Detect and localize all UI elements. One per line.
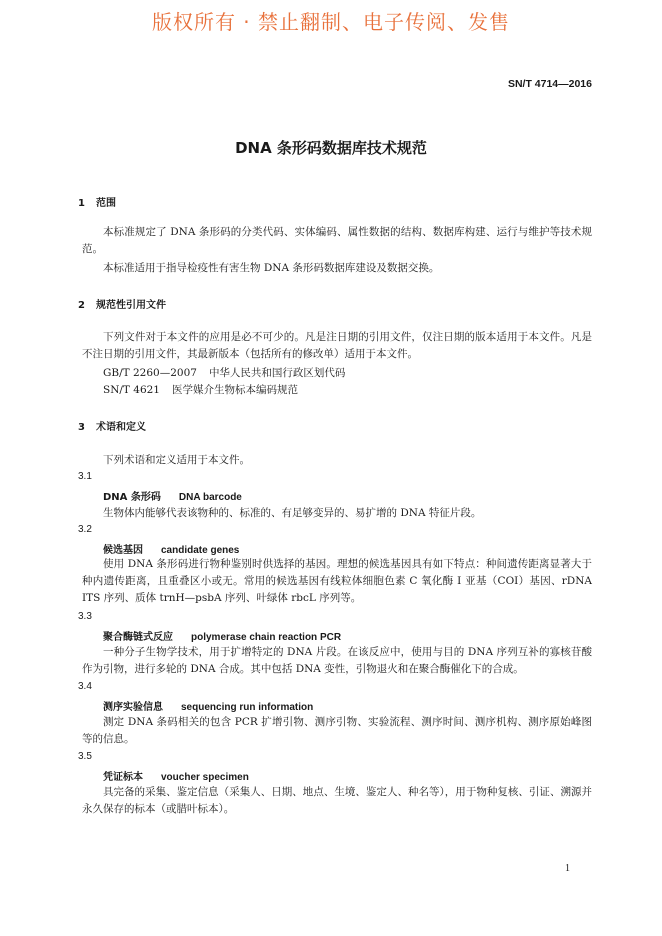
- normative-reference: GB/T 2260—2007 中华人民共和国行政区划代码: [103, 367, 346, 379]
- section-1-paragraph-2: 本标准适用于指导检疫性有害生物 DNA 条形码数据库建设及数据交换。: [103, 262, 440, 274]
- section-3-heading: 3 术语和定义: [78, 422, 146, 433]
- clause-number: 3.4: [78, 681, 92, 692]
- term-heading: 候选基因 candidate genes: [103, 545, 240, 556]
- section-1-heading: 1 范围: [78, 198, 116, 209]
- term-definition: 具完备的采集、鉴定信息（采集人、日期、地点、生境、鉴定人、种名等），用于物种复核、引证、溯源并永久保存的标本（或腊叶标本）。: [82, 786, 592, 815]
- section-2-heading: 2 规范性引用文件: [78, 300, 166, 311]
- term-definition: 一种分子生物学技术，用于扩增特定的 DNA 片段。在该反应中，使用与目的 DNA 序列互补的寡核苷酸作为引物，进行多轮的 DNA 合成。其中包括 DNA 变性，引物退火和在聚合酶催化下的合成。: [82, 646, 592, 675]
- standard-number: SN/T 4714—2016: [507, 78, 592, 90]
- watermark-banner: 版权所有 · 禁止翻制、电子传阅、发售: [151, 10, 511, 34]
- term-heading: 凭证标本 voucher specimen: [103, 772, 249, 783]
- term-heading: 测序实验信息 sequencing run information: [103, 702, 314, 713]
- term-definition: 测定 DNA 条码相关的包含 PCR 扩增引物、测序引物、实验流程、测序时间、测序机构、测序原始峰图等的信息。: [82, 716, 592, 745]
- term-definition: 使用 DNA 条形码进行物种鉴别时供选择的基因。理想的候选基因具有如下特点：种间遗传距离显著大于种内遗传距离，且重叠区小或无。常用的候选基因有线粒体细胞色素 C 氧化酶 Ⅰ 亚基（COI）基因、rDNA ITS 序列、质体 trnH—psbA 序列、叶绿体 rbcL 序列等。: [82, 558, 592, 604]
- clause-number: 3.1: [78, 471, 92, 482]
- section-2-paragraph-1: 下列文件对于本文件的应用是必不可少的。凡是注日期的引用文件，仅注日期的版本适用于本文件。凡是不注日期的引用文件，其最新版本（包括所有的修改单）适用于本文件。: [82, 331, 592, 360]
- normative-reference: SN/T 4621 医学媒介生物标本编码规范: [103, 384, 298, 396]
- term-heading: DNA 条形码 DNA barcode: [103, 492, 242, 503]
- term-definition: 生物体内能够代表该物种的、标准的、有足够变异的、易扩增的 DNA 特征片段。: [103, 507, 482, 519]
- page-number: 1: [565, 863, 570, 874]
- clause-number: 3.2: [78, 524, 92, 535]
- clause-number: 3.3: [78, 611, 92, 622]
- document-title: DNA 条形码数据库技术规范: [235, 139, 427, 157]
- term-heading: 聚合酶链式反应 polymerase chain reaction PCR: [103, 632, 342, 643]
- section-1-paragraph-1: 本标准规定了 DNA 条形码的分类代码、实体编码、属性数据的结构、数据库构建、运行与维护等技术规范。: [82, 226, 592, 255]
- section-3-intro: 下列术语和定义适用于本文件。: [103, 454, 250, 466]
- clause-number: 3.5: [78, 751, 92, 762]
